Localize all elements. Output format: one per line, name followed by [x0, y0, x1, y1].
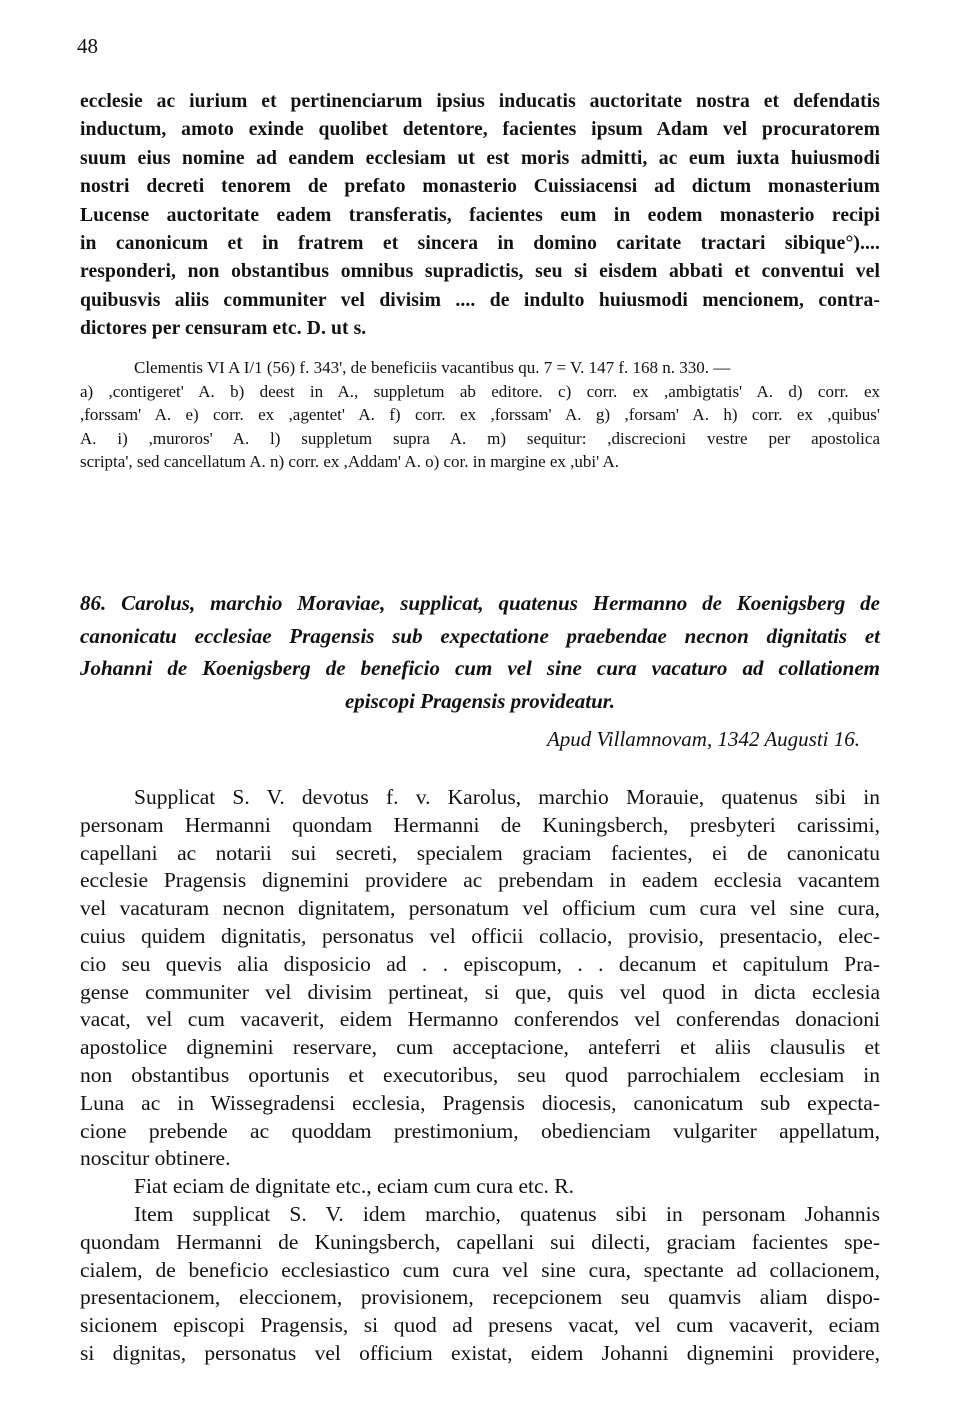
text-line: Lucense auctoritate eadem transferatis, facientes eum in eodem monasterio recipi [80, 204, 880, 226]
entry-body [80, 784, 880, 1368]
text-line: suum eius nomine ad eandem ecclesiam ut est moris admitti, ac eum iuxta huiusmodi [80, 147, 880, 169]
body-line: cione prebende ac quoddam prestimonium, obedienciam vulgariter appellatum, [80, 1118, 880, 1143]
body-line: Item supplicat S. V. idem marchio, quatenus sibi in personam Johannis [134, 1201, 880, 1226]
body-line: capellani ac notarii sui secreti, specialem graciam facientes, ei de canonicatu [80, 840, 880, 865]
body-line: cio seu quevis alia disposicio ad . . episcopum, . . decanum et capitulum Pra- [80, 951, 880, 976]
footnote-line: a) ,contigeret' A. b) deest in A., suppletum ab editore. c) corr. ex ,ambigtatis' A. d) corr. ex [80, 381, 880, 401]
body-line: apostolice dignemini reservare, cum acceptacione, anteferri et aliis clausulis et [80, 1035, 880, 1060]
body-line: non obstantibus oportunis et executoribus, seu quod parrochialem ecclesiam in [80, 1062, 880, 1087]
body-line: vacat, vel cum vacaverit, eidem Hermanno conferendos vel conferendas donacioni [80, 1007, 880, 1032]
text-line: responderi, non obstantibus omnibus supradictis, seu si eisdem abbati et conventui vel [80, 261, 880, 283]
body-line: ecclesie Pragensis dignemini providere ac prebendam in eadem ecclesia vacantem [80, 868, 880, 893]
page-number: 48 [77, 34, 98, 58]
footnotes [80, 356, 880, 474]
previous-document-text [80, 88, 880, 344]
body-line: si dignitas, personatus vel officium existat, eidem Johanni dignemini providere, [80, 1340, 880, 1365]
title-line: episcopi Pragensis provideatur. [344, 688, 616, 713]
text-line: nostri decreti tenorem de prefato monasterio Cuissiacensi ad dictum monasterium [80, 176, 880, 198]
body-line: Luna ac in Wissegradensi ecclesia, Pragensis diocesis, canonicatum sub expecta- [80, 1090, 880, 1115]
footnote-line: scripta', sed cancellatum A. n) corr. ex ,Addam' A. o) cor. in margine ex ,ubi' A. [80, 452, 620, 472]
text-line: ecclesie ac iurium et pertinenciarum ipsius inducatis auctoritate nostra et defendatis [80, 91, 880, 112]
title-line: canonicatu ecclesiae Pragensis sub expectatione praebendae necnon dignitatis et [80, 623, 880, 648]
footnote-source: Clementis VI A I/1 (56) f. 343', de beneficiis vacantibus qu. 7 = V. 147 f. 168 n. 330. — [134, 358, 731, 377]
footnote-line: ,forssam' A. e) corr. ex ,agentet' A. f) corr. ex ,forssam' A. g) ,forsam' A. h) corr. ex ,quibus' [80, 405, 880, 425]
footnote-line: A. i) ,muroros' A. l) suppletum supra A. m) sequitur: ,discrecioni vestre per apostolica [80, 428, 880, 448]
body-line: personam Hermanni quondam Hermanni de Kuningsberch, presbyteri carissimi, [80, 812, 880, 837]
body-line: presentacionem, eleccionem, provisionem, recepcionem seu quamvis aliam dispo- [80, 1285, 880, 1310]
body-line: cuius quidem dignitatis, personatus vel officii collacio, provisio, presentacio, elec- [80, 923, 880, 948]
title-line: 86. Carolus, marchio Moraviae, supplicat, quatenus Hermanno de Koenigsberg de [80, 591, 880, 615]
body-line: cialem, de beneficio ecclesiastico cum cura vel sine cura, spectante ad collacionem, [80, 1257, 880, 1282]
text-line: inductum, amoto exinde quolibet detentore, facientes ipsum Adam vel procuratorem [80, 119, 880, 141]
body-line: quondam Hermanni de Kuningsberch, capellani sui dilecti, graciam facientes spe- [80, 1229, 880, 1254]
body-line: gense communiter vel divisim pertineat, si que, quis vel quod in dicta ecclesia [80, 979, 880, 1004]
text-line: dictores per censuram etc. D. ut s. [80, 318, 367, 340]
body-line: sicionem episcopi Pragensis, si quod ad presens vacat, vel cum vacaverit, eciam [80, 1313, 880, 1338]
text-line: quibusvis aliis communiter vel divisim .... de indulto huiusmodi mencionem, contra- [80, 289, 880, 311]
body-line: noscitur obtinere. [80, 1146, 231, 1171]
entry-title [80, 587, 880, 717]
dateline: Apud Villamnovam, 1342 Augusti 16. [546, 727, 860, 751]
body-line: Supplicat S. V. devotus f. v. Karolus, marchio Morauie, quatenus sibi in [134, 785, 880, 809]
title-line: Johanni de Koenigsberg de beneficio cum vel sine cura vacaturo ad collationem [80, 656, 880, 680]
body-line: Fiat eciam de dignitate etc., eciam cum cura etc. R. [134, 1174, 574, 1199]
text-line: in canonicum et in fratrem et sincera in domino caritate tractari sibique°).... [80, 232, 880, 254]
body-line: vel vacaturam necnon dignitatem, personatum vel officium cum cura vel sine cura, [80, 896, 880, 921]
